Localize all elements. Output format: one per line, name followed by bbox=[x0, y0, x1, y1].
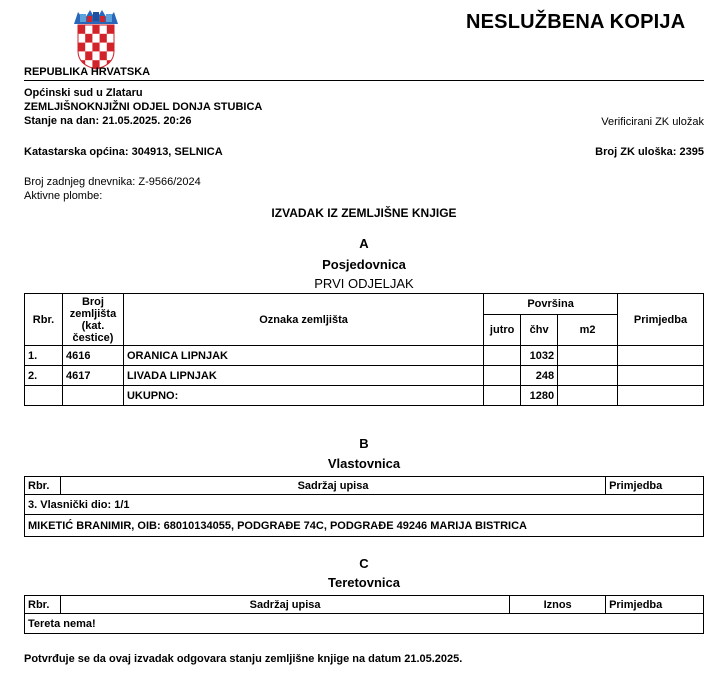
cell-broj bbox=[62, 386, 123, 406]
last-diary-number: Broj zadnjeg dnevnika: Z-9566/2024 bbox=[24, 176, 201, 188]
republic-label: REPUBLIKA HRVATSKA bbox=[24, 66, 151, 78]
col-primjedba: Primjedba bbox=[618, 294, 704, 346]
cell-chv: 1032 bbox=[521, 346, 558, 366]
col-broj-line3: (kat. bbox=[81, 319, 105, 332]
posjedovnica-table bbox=[24, 293, 704, 406]
cell-broj: 4616 bbox=[62, 346, 123, 366]
cadastral-municipality: Katastarska općina: 304913, SELNICA bbox=[24, 146, 223, 158]
col-sadrzaj: Sadržaj upisa bbox=[60, 596, 509, 614]
col-rbr: Rbr. bbox=[25, 477, 61, 495]
cell-broj: 4617 bbox=[62, 366, 123, 386]
col-jutro: jutro bbox=[484, 315, 521, 346]
document-title: IZVADAK IZ ZEMLJIŠNE KNJIGE bbox=[271, 206, 457, 220]
cell-m2 bbox=[558, 386, 618, 406]
court-name: Općinski sud u Zlataru bbox=[24, 87, 143, 99]
cell-primjedba bbox=[618, 386, 704, 406]
section-b-letter: B bbox=[359, 436, 369, 451]
department-name: ZEMLJIŠNOKNJIŽNI ODJEL DONJA STUBICA bbox=[24, 101, 263, 113]
col-iznos: Iznos bbox=[510, 596, 606, 614]
table-row bbox=[25, 346, 704, 366]
section-b-title: Vlastovnica bbox=[327, 456, 401, 471]
col-rbr: Rbr. bbox=[25, 294, 63, 346]
teretovnica-table bbox=[24, 595, 704, 634]
zk-number: Broj ZK uloška: 2395 bbox=[595, 146, 704, 158]
cell-oznaka: LIVADA LIPNJAK bbox=[123, 366, 483, 386]
header-divider bbox=[24, 80, 704, 81]
cell-oznaka: UKUPNO: bbox=[123, 386, 483, 406]
col-chv: čhv bbox=[521, 315, 558, 346]
cell-m2 bbox=[558, 366, 618, 386]
cell-jutro bbox=[484, 366, 521, 386]
watermark-title: NESLUŽBENA KOPIJA bbox=[466, 11, 686, 33]
col-broj-line1: Broj bbox=[81, 295, 104, 308]
cell-jutro bbox=[484, 346, 521, 366]
active-seals: Aktivne plombe: bbox=[24, 190, 103, 202]
col-primjedba: Primjedba bbox=[606, 596, 704, 614]
cell-oznaka: ORANICA LIPNJAK bbox=[123, 346, 483, 366]
col-broj-line2: zemljišta bbox=[69, 307, 117, 320]
cell-jutro bbox=[484, 386, 521, 406]
cell-rbr: 1. bbox=[25, 346, 63, 366]
cell-rbr bbox=[25, 386, 63, 406]
croatian-coat-of-arms-icon bbox=[72, 8, 120, 70]
section-c-letter: C bbox=[359, 556, 369, 571]
cell-m2 bbox=[558, 346, 618, 366]
section-a-subtitle: PRVI ODJELJAK bbox=[314, 276, 414, 291]
state-date: Stanje na dan: 21.05.2025. 20:26 bbox=[24, 115, 192, 127]
cell-primjedba bbox=[618, 366, 704, 386]
section-a-title: Posjedovnica bbox=[322, 257, 406, 272]
section-c-title: Teretovnica bbox=[327, 575, 400, 590]
ownership-share: 3. Vlasnički dio: 1/1 bbox=[25, 495, 704, 515]
owner-details: MIKETIĆ BRANIMIR, OIB: 68010134055, PODGRAĐE 74C, PODGRAĐE 49246 MARIJA BISTRICA bbox=[25, 515, 704, 537]
cell-primjedba bbox=[618, 346, 704, 366]
col-oznaka: Oznaka zemljišta bbox=[123, 294, 483, 346]
vlastovnica-table bbox=[24, 476, 704, 537]
col-broj bbox=[62, 294, 123, 346]
col-m2: m2 bbox=[558, 315, 618, 346]
col-sadrzaj: Sadržaj upisa bbox=[60, 477, 605, 495]
table-row bbox=[25, 366, 704, 386]
col-broj-line4: čestice) bbox=[72, 331, 114, 344]
cell-chv: 1280 bbox=[521, 386, 558, 406]
cell-chv: 248 bbox=[521, 366, 558, 386]
section-a-letter: A bbox=[359, 236, 369, 251]
verified-label: Verificirani ZK uložak bbox=[601, 116, 704, 128]
cell-rbr: 2. bbox=[25, 366, 63, 386]
no-encumbrances: Tereta nema! bbox=[25, 614, 704, 634]
confirmation-text: Potvrđuje se da ovaj izvadak odgovara stanju zemljišne knjige na datum 21.05.2025. bbox=[24, 653, 463, 665]
table-row-total bbox=[25, 386, 704, 406]
col-primjedba: Primjedba bbox=[606, 477, 704, 495]
col-povrsina: Površina bbox=[484, 294, 618, 315]
col-rbr: Rbr. bbox=[25, 596, 61, 614]
